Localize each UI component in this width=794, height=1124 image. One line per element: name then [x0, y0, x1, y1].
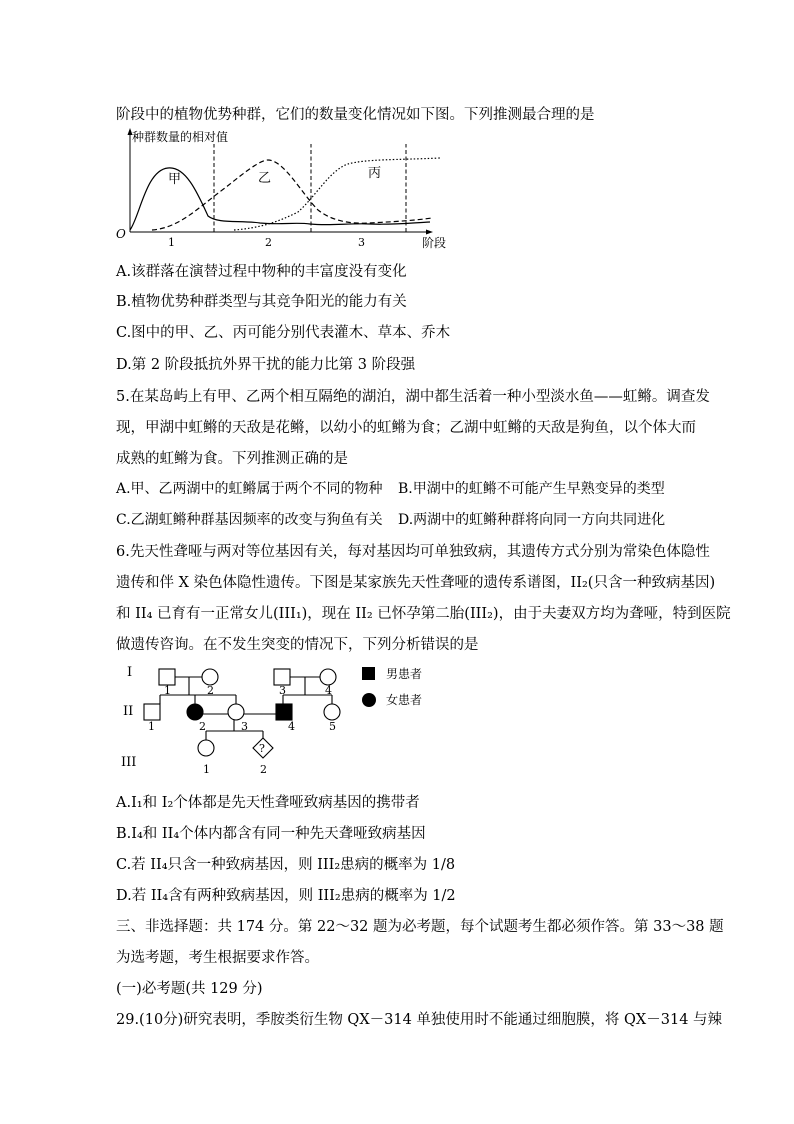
graph-xlabel: 阶段 — [422, 236, 447, 249]
q4-option-a: A.该群落在演替过程中物种的丰富度没有变化 — [116, 264, 407, 280]
q5-stem-line-2: 现，甲湖中虹鳉的天敌是花鳉，以幼小的虹鳉为食；乙湖中虹鳉的天敌是狗鱼，以个体大而 — [116, 420, 696, 436]
pedigree-num-i4: 4 — [325, 684, 332, 697]
x-axis-arrow — [426, 230, 433, 235]
pedigree-ii1-male — [144, 704, 160, 720]
pedigree-num-ii1: 1 — [148, 720, 155, 733]
curve-label-jia: 甲 — [168, 172, 182, 187]
graph-ylabel: 种群数量的相对值 — [132, 130, 229, 144]
pedigree-num-ii5: 5 — [329, 720, 336, 733]
q5-option-b: B.甲湖中的虹鳉不可能产生早熟变异的类型 — [398, 481, 665, 497]
curve-label-yi: 乙 — [258, 171, 272, 186]
pedigree-chart — [110, 660, 460, 782]
intro-line: 阶段中的植物优势种群，它们的数量变化情况如下图。下列推测最合理的是 — [116, 107, 595, 123]
generation-label-ii: II — [123, 704, 134, 719]
legend-female-affected-icon — [362, 693, 376, 707]
stage-label-1: 1 — [168, 236, 175, 249]
pedigree-i1-male — [159, 669, 175, 685]
q6-stem-line-4: 做遗传咨询。在不发生突变的情况下，下列分析错误的是 — [116, 637, 479, 653]
pedigree-i4-female — [320, 669, 336, 685]
legend-male-affected-label: 男患者 — [386, 667, 423, 681]
pedigree-num-i1: 1 — [164, 684, 171, 697]
q6-stem-line-1: 6.先天性聋哑与两对等位基因有关，每对基因均可单独致病，其遗传方式分别为常染色体隐性 — [116, 544, 710, 560]
pedigree-num-ii2: 2 — [199, 720, 206, 733]
pedigree-i3-male — [274, 669, 290, 685]
generation-label-i: I — [127, 665, 133, 680]
q5-option-d: D.两湖中的虹鳉种群将向同一方向共同进化 — [398, 512, 666, 528]
pedigree-num-ii4: 4 — [288, 720, 295, 733]
pedigree-ii3-female — [228, 704, 244, 720]
pedigree-num-iii2: 2 — [260, 763, 267, 776]
section3-line-2: 为选考题，考生根据要求作答。 — [116, 950, 319, 966]
pedigree-ii4-affected-male — [276, 704, 292, 720]
q4-option-d: D.第 2 阶段抵抗外界干扰的能力比第 3 阶段强 — [116, 357, 416, 373]
legend-male-affected-icon — [362, 667, 375, 680]
q4-option-b: B.植物优势种群类型与其竞争阳光的能力有关 — [116, 294, 407, 310]
q6-option-c: C.若 II₄只含一种致病基因，则 III₂患病的概率为 1/8 — [116, 857, 456, 873]
generation-label-iii: III — [121, 755, 137, 770]
pedigree-ii2-affected-female — [187, 704, 203, 720]
legend-female-affected-label: 女患者 — [386, 693, 423, 707]
q6-option-b: B.I₄和 II₄个体内都含有同一种先天聋哑致病基因 — [116, 826, 426, 842]
pedigree-ii5-female — [324, 704, 340, 720]
required-section-header: (一)必考题(共 129 分) — [116, 981, 263, 997]
q5-stem-line-1: 5.在某岛屿上有甲、乙两个相互隔绝的湖泊，湖中都生活着一种小型淡水鱼——虹鳉。调查发 — [116, 389, 710, 405]
curve-label-bing: 丙 — [368, 166, 382, 181]
pedigree-i2-female — [202, 669, 218, 685]
q5-option-c: C.乙湖虹鳉种群基因频率的改变与狗鱼有关 — [116, 512, 383, 528]
q4-option-c: C.图中的甲、乙、丙可能分别代表灌木、草本、乔木 — [116, 325, 451, 341]
q5-stem-line-3: 成熟的虹鳉为食。下列推测正确的是 — [116, 451, 348, 467]
population-graph — [110, 124, 456, 249]
pedigree-iii1-female — [198, 740, 214, 756]
graph-origin: O — [116, 227, 126, 241]
section3-line-1: 三、非选择题：共 174 分。第 22～32 题为必考题，每个试题考生都必须作答。第 33～38 题 — [116, 919, 724, 935]
pedigree-num-ii3: 3 — [241, 720, 248, 733]
q29-stem: 29.(10分)研究表明，季胺类衍生物 QX－314 单独使用时不能通过细胞膜，将 QX－314 与辣 — [116, 1012, 723, 1028]
q6-option-d: D.若 II₄含有两种致病基因，则 III₂患病的概率为 1/2 — [116, 888, 456, 904]
stage-label-2: 2 — [265, 236, 272, 249]
pedigree-unknown-mark: ? — [259, 742, 265, 755]
q6-stem-line-3: 和 II₄ 已育有一正常女儿(III₁)，现在 II₂ 已怀孕第二胎(III₂)，由于夫妻双方均为聋哑，特到医院 — [116, 606, 731, 622]
q6-option-a: A.I₁和 I₂个体都是先天性聋哑致病基因的携带者 — [116, 795, 420, 811]
stage-label-3: 3 — [358, 236, 365, 249]
pedigree-num-iii1: 1 — [203, 763, 210, 776]
curve-yi — [152, 160, 432, 230]
curve-bing — [234, 158, 440, 230]
q6-stem-line-2: 遗传和伴 X 染色体隐性遗传。下图是某家族先天性聋哑的遗传系谱图，II₂(只含一种致病基因) — [116, 575, 716, 591]
pedigree-num-i3: 3 — [279, 684, 286, 697]
q5-option-a: A.甲、乙两湖中的虹鳉属于两个不同的物种 — [116, 481, 383, 497]
pedigree-num-i2: 2 — [207, 684, 214, 697]
